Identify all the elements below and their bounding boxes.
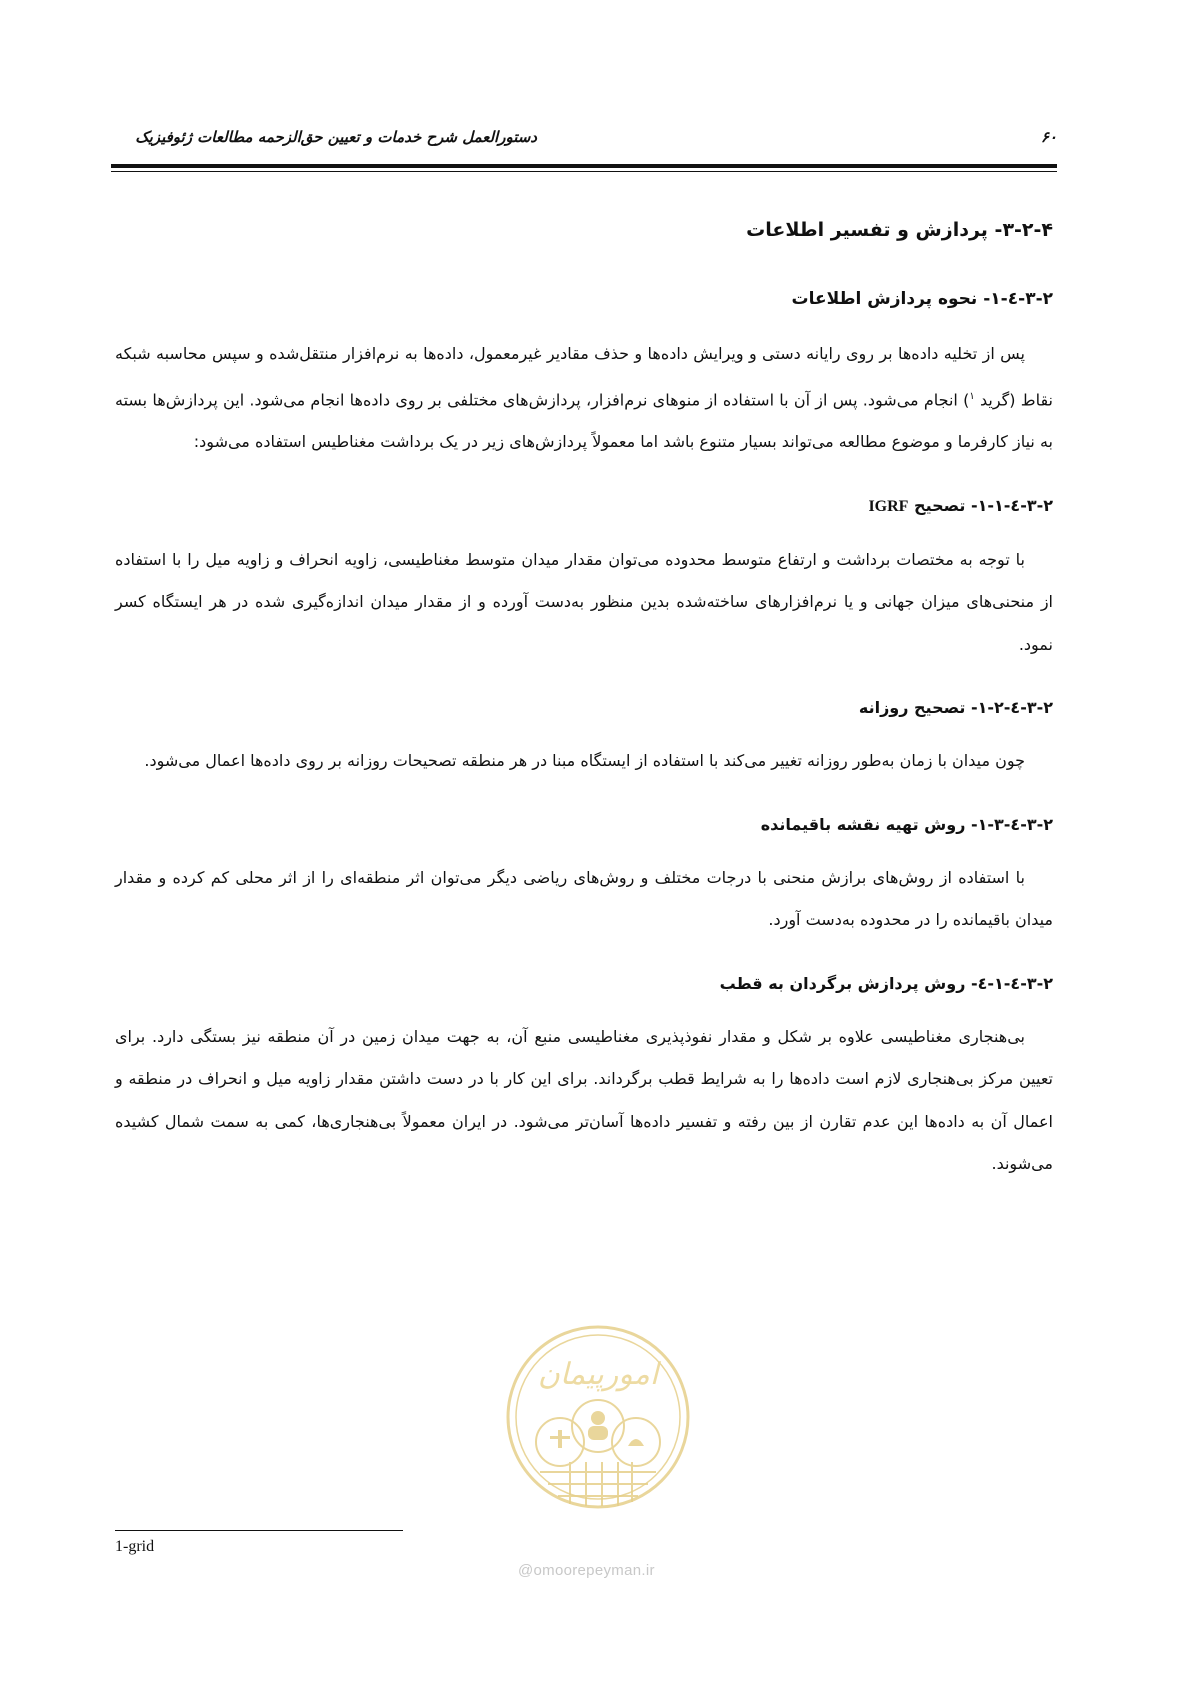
- item-heading-diurnal: ۳-۲-٤-۱-۲- تصحیح روزانه: [858, 698, 1053, 718]
- section-heading: ۳-۲-۴- پردازش و تفسیر اطلاعات: [746, 219, 1053, 241]
- item-paragraph-residual: با استفاده از روش‌های برازش منحنی با درجات مختلف و روش‌های ریاضی دیگر می‌توان اثر منطقه‌ای را از اثر محلی کم کرده و مقدار میدان باقیمانده را در محدوده به‌دست آورد.: [115, 867, 1053, 930]
- running-title: دستورالعمل شرح خدمات و تعیین حق‌الزحمه مطالعات ژئوفیزیک: [135, 128, 537, 146]
- item-heading-residual: ۳-۲-٤-۱-۳- روش تهیه نقشه باقیمانده: [760, 814, 1053, 834]
- page-number: ۶۰: [1040, 128, 1057, 146]
- main-content: [115, 215, 1053, 1214]
- header-rule-thin: [111, 171, 1057, 172]
- watermark-logo-text: امورپیمان: [537, 1357, 659, 1392]
- item-paragraph-igrf: با توجه به مختصات برداشت و ارتفاع متوسط محدوده می‌توان مقدار میدان متوسط مغناطیسی، زاویه انحراف و زاویه میل را با استفاده از منحنی‌های میزان جهانی و یا نرم‌افزارهای ساخته‌شده بدین منظور به‌دست آورده و از مقدار میدان اندازه‌گیری شده در هر ایستگاه کسر نمود.: [115, 549, 1053, 654]
- footnote-rule: [115, 1530, 403, 1531]
- item-heading-igrf-latin: IGRF: [868, 497, 909, 515]
- footnote-mark: ۱: [969, 390, 975, 402]
- item-heading-igrf-prefix: ۳-۲-٤-۱-۱- تصحیح: [914, 495, 1053, 515]
- watermark-logo: [500, 1322, 696, 1512]
- item-heading-rtp: ۳-۲-٤-۱-٤- روش پردازش برگردان به قطب: [719, 973, 1053, 993]
- footnote-text: 1-grid: [115, 1538, 155, 1555]
- paragraph-text-1: پس از تخلیه داده‌ها بر روی رایانه دستی و ویرایش داده‌ها و حذف مقادیر غیرمعمول، داده‌ها به نرم‌افزار منتقل‌شده و سپس محاسبه شبکه نقاط (گرید: [115, 344, 1054, 409]
- item-paragraph-diurnal: چون میدان با زمان به‌طور روزانه تغییر می‌کند با استفاده از ایستگاه مبنا در هر منطقه تصحیحات روزانه بر روی داده‌ها اعمال می‌شود.: [144, 751, 1025, 771]
- page-header: [111, 128, 1057, 154]
- subsection-heading: ۳-۲-٤-۱- نحوه پردازش اطلاعات: [791, 289, 1053, 309]
- subsection-paragraph: [115, 333, 1053, 464]
- paragraph-text-2: ) انجام می‌شود. پس از آن با استفاده از منوهای نرم‌افزار، پردازش‌های مختلفی بر روی داده‌ها انجام می‌شود. این پردازش‌ها بسته به نیاز کارفرما و موضوع مطالعه می‌تواند بسیار متنوع باشد اما معمولاً پردازش‌های زیر در یک برداشت مغناطیس استفاده می‌شود:: [115, 389, 1053, 452]
- header-rule-thick: [111, 164, 1057, 168]
- item-heading-igrf: [115, 492, 1053, 521]
- item-paragraph-rtp: بی‌هنجاری مغناطیسی علاوه بر شکل و مقدار نفوذپذیری مغناطیسی منبع آن، به جهت میدان زمین در آن منطقه نیز بستگی دارد. برای تعیین مرکز بی‌هنجاری لازم است داده‌ها را به شرایط قطب برگرداند. برای این کار با در دست داشتن مقدار زاویه میل و انحراف در منطقه و اعمال آن به داده‌ها این عدم تقارن از بین رفته و تفسیر داده‌ها آسان‌تر می‌شود. در ایران معمولاً بی‌هنجاری‌ها، کمی به سمت شمال کشیده می‌شوند.: [115, 1026, 1053, 1174]
- watermark-url: @omoorepeyman.ir: [518, 1562, 655, 1579]
